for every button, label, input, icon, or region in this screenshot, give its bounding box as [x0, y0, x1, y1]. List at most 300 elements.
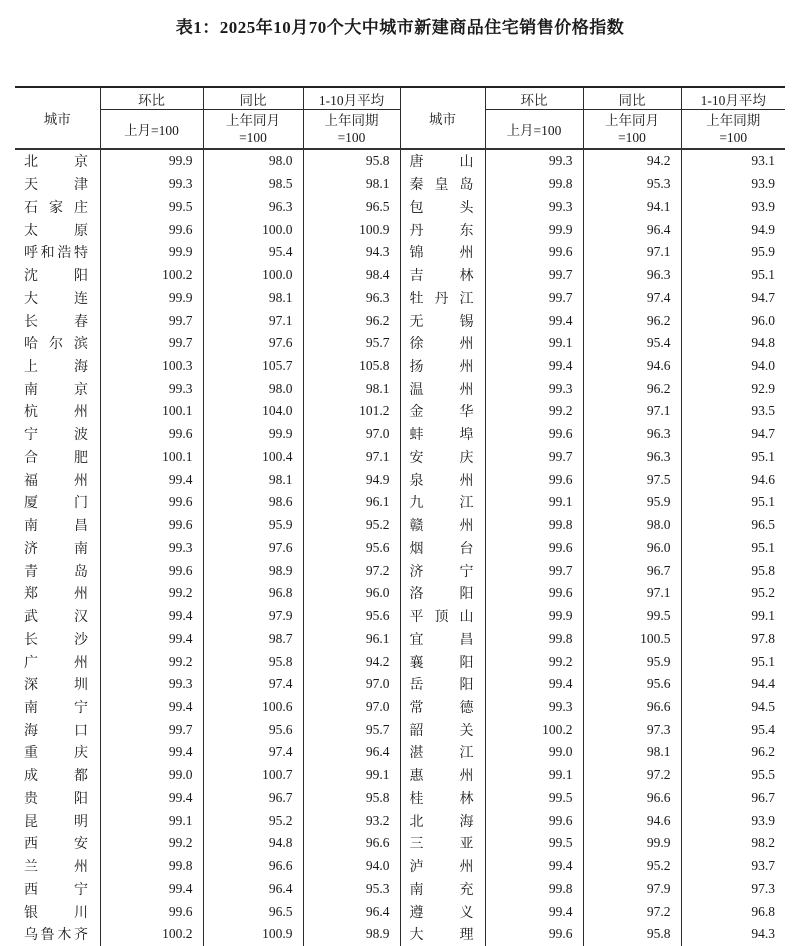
yoy-cell: 96.0: [583, 536, 681, 559]
avg-cell: 97.1: [303, 446, 400, 469]
table-row: [15, 491, 785, 514]
yoy-cell: 97.1: [583, 241, 681, 264]
city-cell: 长 沙: [24, 632, 88, 648]
mom-cell: 99.2: [100, 650, 203, 673]
table-row: [15, 241, 785, 264]
yoy-cell: 97.9: [203, 605, 303, 628]
city-cell: 丹 东: [400, 218, 485, 241]
city-cell: 昆 明: [24, 814, 88, 830]
yoy-cell: 97.5: [583, 468, 681, 491]
table-row: [15, 718, 785, 741]
yoy-cell: 96.7: [203, 787, 303, 810]
yoy-cell: 100.6: [203, 696, 303, 719]
header-avg-left: 1-10月平均: [303, 87, 400, 110]
yoy-cell: 96.6: [203, 855, 303, 878]
yoy-cell: 100.9: [203, 923, 303, 946]
avg-cell: 97.0: [303, 423, 400, 446]
avg-cell: 93.2: [303, 809, 400, 832]
city-cell: 湛 江: [400, 741, 485, 764]
table-row: [15, 149, 785, 173]
avg-cell: 95.2: [303, 514, 400, 537]
yoy-cell: 97.6: [203, 536, 303, 559]
avg-cell: 95.6: [303, 605, 400, 628]
yoy-cell: 98.0: [583, 514, 681, 537]
avg-cell: 93.9: [681, 173, 785, 196]
yoy-cell: 104.0: [203, 400, 303, 423]
yoy-cell: 96.7: [583, 559, 681, 582]
avg-cell: 94.4: [681, 673, 785, 696]
price-index-table: [15, 86, 785, 946]
city-cell: 西 安: [24, 837, 88, 853]
city-cell: 北 海: [400, 809, 485, 832]
mom-cell: 99.7: [100, 718, 203, 741]
mom-cell: 99.4: [485, 900, 583, 923]
mom-cell: 99.6: [485, 241, 583, 264]
city-cell: 重 庆: [24, 746, 88, 762]
header-yoy-base-left: 上年同月 =100: [203, 110, 303, 150]
table-row: [15, 900, 785, 923]
avg-cell: 96.8: [681, 900, 785, 923]
mom-cell: 99.6: [485, 536, 583, 559]
yoy-cell: 95.9: [583, 650, 681, 673]
yoy-cell: 95.4: [203, 241, 303, 264]
mom-cell: 99.4: [100, 787, 203, 810]
avg-cell: 97.2: [303, 559, 400, 582]
yoy-cell: 95.3: [583, 173, 681, 196]
yoy-cell: 96.3: [583, 264, 681, 287]
mom-cell: 99.1: [485, 764, 583, 787]
yoy-cell: 94.6: [583, 355, 681, 378]
table-row: [15, 400, 785, 423]
mom-cell: 100.2: [100, 923, 203, 946]
avg-cell: 96.2: [303, 309, 400, 332]
mom-cell: 99.3: [100, 536, 203, 559]
avg-cell: 92.9: [681, 377, 785, 400]
city-cell: 长 春: [24, 314, 88, 330]
avg-cell: 96.5: [303, 195, 400, 218]
table-row: [15, 446, 785, 469]
mom-cell: 99.7: [485, 264, 583, 287]
avg-cell: 95.4: [681, 718, 785, 741]
yoy-cell: 99.5: [583, 605, 681, 628]
yoy-cell: 97.4: [583, 286, 681, 309]
header-avg-base-right: 上年同期 =100: [681, 110, 785, 150]
yoy-cell: 95.8: [583, 923, 681, 946]
avg-cell: 98.1: [303, 377, 400, 400]
header-yoy-base-right: 上年同月 =100: [583, 110, 681, 150]
mom-cell: 99.6: [485, 582, 583, 605]
yoy-cell: 98.6: [203, 491, 303, 514]
avg-cell: 96.2: [681, 741, 785, 764]
yoy-cell: 99.9: [583, 832, 681, 855]
table-row: [15, 559, 785, 582]
mom-cell: 99.9: [485, 218, 583, 241]
table-row: [15, 377, 785, 400]
city-cell: 青 岛: [24, 564, 88, 580]
mom-cell: 99.3: [485, 195, 583, 218]
mom-cell: 99.2: [485, 650, 583, 673]
mom-cell: 100.1: [100, 400, 203, 423]
mom-cell: 99.7: [100, 332, 203, 355]
table-row: [15, 582, 785, 605]
mom-cell: 99.8: [485, 514, 583, 537]
yoy-cell: 96.4: [203, 878, 303, 901]
table-row: [15, 355, 785, 378]
city-cell: 扬 州: [400, 355, 485, 378]
city-cell: 洛 阳: [400, 582, 485, 605]
city-cell: 南 宁: [24, 700, 88, 716]
mom-cell: 99.7: [485, 446, 583, 469]
mom-cell: 99.6: [100, 559, 203, 582]
yoy-cell: 94.1: [583, 195, 681, 218]
mom-cell: 99.3: [485, 149, 583, 173]
yoy-cell: 98.9: [203, 559, 303, 582]
avg-cell: 94.6: [681, 468, 785, 491]
city-cell: 西 宁: [24, 882, 88, 898]
yoy-cell: 100.0: [203, 218, 303, 241]
yoy-cell: 97.3: [583, 718, 681, 741]
table-row: [15, 878, 785, 901]
avg-cell: 96.4: [303, 900, 400, 923]
avg-cell: 96.7: [681, 787, 785, 810]
mom-cell: 99.4: [100, 627, 203, 650]
yoy-cell: 95.9: [583, 491, 681, 514]
city-cell: 北 京: [24, 155, 88, 171]
city-cell: 南 充: [400, 878, 485, 901]
city-cell: 唐 山: [400, 149, 485, 173]
mom-cell: 99.6: [485, 809, 583, 832]
table-row: [15, 195, 785, 218]
city-cell: 太 原: [24, 223, 88, 239]
avg-cell: 98.2: [681, 832, 785, 855]
city-cell: 惠 州: [400, 764, 485, 787]
city-cell: 济 南: [24, 541, 88, 557]
mom-cell: 99.3: [100, 173, 203, 196]
city-cell: 大 连: [24, 291, 88, 307]
avg-cell: 97.3: [681, 878, 785, 901]
city-cell: 呼 和 浩 特: [24, 246, 88, 262]
city-cell: 常 德: [400, 696, 485, 719]
city-cell: 深 圳: [24, 678, 88, 694]
city-cell: 郑 州: [24, 587, 88, 603]
avg-cell: 95.8: [303, 149, 400, 173]
yoy-cell: 97.6: [203, 332, 303, 355]
yoy-cell: 96.2: [583, 309, 681, 332]
header-yoy-left: 同比: [203, 87, 303, 110]
city-cell: 金 华: [400, 400, 485, 423]
yoy-cell: 96.3: [203, 195, 303, 218]
yoy-cell: 98.7: [203, 627, 303, 650]
yoy-cell: 98.5: [203, 173, 303, 196]
mom-cell: 99.4: [100, 696, 203, 719]
yoy-cell: 99.9: [203, 423, 303, 446]
avg-cell: 95.1: [681, 446, 785, 469]
mom-cell: 99.9: [100, 241, 203, 264]
mom-cell: 100.2: [100, 264, 203, 287]
mom-cell: 99.7: [100, 309, 203, 332]
yoy-cell: 96.2: [583, 377, 681, 400]
mom-cell: 99.1: [485, 491, 583, 514]
avg-cell: 94.2: [303, 650, 400, 673]
header-yoy-right: 同比: [583, 87, 681, 110]
yoy-cell: 98.1: [583, 741, 681, 764]
city-cell: 福 州: [24, 473, 88, 489]
yoy-cell: 96.3: [583, 423, 681, 446]
city-cell: 烟 台: [400, 536, 485, 559]
table-row: [15, 423, 785, 446]
mom-cell: 99.2: [100, 582, 203, 605]
yoy-cell: 97.1: [583, 582, 681, 605]
header-avg-right: 1-10月平均: [681, 87, 785, 110]
mom-cell: 99.9: [485, 605, 583, 628]
city-cell: 宁 波: [24, 428, 88, 444]
yoy-cell: 95.6: [203, 718, 303, 741]
table-row: [15, 332, 785, 355]
mom-cell: 99.5: [485, 787, 583, 810]
avg-cell: 100.9: [303, 218, 400, 241]
avg-cell: 95.5: [681, 764, 785, 787]
avg-cell: 95.1: [681, 264, 785, 287]
avg-cell: 95.8: [303, 787, 400, 810]
city-cell: 海 口: [24, 723, 88, 739]
avg-cell: 94.0: [681, 355, 785, 378]
city-cell: 沈 阳: [24, 269, 88, 285]
mom-cell: 99.9: [100, 286, 203, 309]
yoy-cell: 96.3: [583, 446, 681, 469]
avg-cell: 95.1: [681, 491, 785, 514]
yoy-cell: 97.4: [203, 673, 303, 696]
yoy-cell: 94.2: [583, 149, 681, 173]
yoy-cell: 96.5: [203, 900, 303, 923]
avg-cell: 94.9: [303, 468, 400, 491]
avg-cell: 96.3: [303, 286, 400, 309]
table-row: [15, 650, 785, 673]
city-cell: 秦 皇 岛: [400, 173, 485, 196]
yoy-cell: 100.0: [203, 264, 303, 287]
mom-cell: 99.3: [100, 673, 203, 696]
mom-cell: 99.7: [485, 559, 583, 582]
table-row: [15, 468, 785, 491]
avg-cell: 99.1: [681, 605, 785, 628]
yoy-cell: 100.4: [203, 446, 303, 469]
avg-cell: 99.1: [303, 764, 400, 787]
mom-cell: 99.9: [100, 149, 203, 173]
city-cell: 贵 阳: [24, 791, 88, 807]
avg-cell: 96.6: [303, 832, 400, 855]
header-mom-right: 环比: [485, 87, 583, 110]
mom-cell: 99.6: [100, 514, 203, 537]
yoy-cell: 97.1: [583, 400, 681, 423]
yoy-cell: 95.2: [583, 855, 681, 878]
avg-cell: 95.1: [681, 536, 785, 559]
yoy-cell: 97.2: [583, 900, 681, 923]
avg-cell: 93.9: [681, 809, 785, 832]
page-title: 表1：2025年10月70个大中城市新建商品住宅销售价格指数: [175, 18, 625, 37]
yoy-cell: 97.9: [583, 878, 681, 901]
mom-cell: 99.8: [100, 855, 203, 878]
table-row: [15, 923, 785, 946]
mom-cell: 99.6: [485, 423, 583, 446]
header-mom-base-left: 上月=100: [100, 110, 203, 150]
mom-cell: 99.4: [100, 741, 203, 764]
avg-cell: 97.0: [303, 673, 400, 696]
yoy-cell: 97.2: [583, 764, 681, 787]
city-cell: 赣 州: [400, 514, 485, 537]
table-row: [15, 218, 785, 241]
avg-cell: 95.7: [303, 332, 400, 355]
mom-cell: 99.6: [100, 423, 203, 446]
city-cell: 上 海: [24, 359, 88, 375]
avg-cell: 93.5: [681, 400, 785, 423]
mom-cell: 99.6: [100, 491, 203, 514]
yoy-cell: 97.4: [203, 741, 303, 764]
avg-cell: 94.5: [681, 696, 785, 719]
mom-cell: 99.5: [100, 195, 203, 218]
avg-cell: 95.3: [303, 878, 400, 901]
city-cell: 蚌 埠: [400, 423, 485, 446]
city-cell: 兰 州: [24, 860, 88, 876]
avg-cell: 101.2: [303, 400, 400, 423]
mom-cell: 99.4: [485, 673, 583, 696]
avg-cell: 93.9: [681, 195, 785, 218]
avg-cell: 95.6: [303, 536, 400, 559]
table-row: [15, 536, 785, 559]
avg-cell: 95.8: [681, 559, 785, 582]
city-cell: 平 顶 山: [400, 605, 485, 628]
city-cell: 包 头: [400, 195, 485, 218]
yoy-cell: 96.6: [583, 696, 681, 719]
mom-cell: 99.6: [100, 218, 203, 241]
avg-cell: 96.5: [681, 514, 785, 537]
city-cell: 泸 州: [400, 855, 485, 878]
city-cell: 锦 州: [400, 241, 485, 264]
header-city-left: 城市: [15, 87, 100, 149]
table-row: [15, 741, 785, 764]
city-cell: 杭 州: [24, 405, 88, 421]
table-row: [15, 809, 785, 832]
table-row: [15, 787, 785, 810]
avg-cell: 94.0: [303, 855, 400, 878]
city-cell: 乌 鲁 木 齐: [24, 928, 88, 944]
mom-cell: 99.3: [100, 377, 203, 400]
city-cell: 安 庆: [400, 446, 485, 469]
mom-cell: 99.1: [100, 809, 203, 832]
avg-cell: 105.8: [303, 355, 400, 378]
avg-cell: 94.8: [681, 332, 785, 355]
yoy-cell: 95.8: [203, 650, 303, 673]
city-cell: 武 汉: [24, 610, 88, 626]
mom-cell: 99.2: [100, 832, 203, 855]
city-cell: 无 锡: [400, 309, 485, 332]
table-row: [15, 627, 785, 650]
avg-cell: 94.9: [681, 218, 785, 241]
header-mom-left: 环比: [100, 87, 203, 110]
mom-cell: 99.6: [485, 468, 583, 491]
mom-cell: 99.7: [485, 286, 583, 309]
mom-cell: 99.6: [100, 900, 203, 923]
mom-cell: 99.3: [485, 377, 583, 400]
mom-cell: 100.2: [485, 718, 583, 741]
mom-cell: 99.8: [485, 627, 583, 650]
header-row-top: [15, 87, 785, 110]
city-cell: 广 州: [24, 655, 88, 671]
mom-cell: 99.0: [100, 764, 203, 787]
city-cell: 南 京: [24, 382, 88, 398]
mom-cell: 99.5: [485, 832, 583, 855]
header-avg-base-left: 上年同期 =100: [303, 110, 400, 150]
city-cell: 成 都: [24, 769, 88, 785]
mom-cell: 99.8: [485, 173, 583, 196]
mom-cell: 99.0: [485, 741, 583, 764]
table-row: [15, 173, 785, 196]
yoy-cell: 94.8: [203, 832, 303, 855]
city-cell: 桂 林: [400, 787, 485, 810]
mom-cell: 99.4: [100, 468, 203, 491]
city-cell: 韶 关: [400, 718, 485, 741]
city-cell: 吉 林: [400, 264, 485, 287]
yoy-cell: 98.1: [203, 468, 303, 491]
yoy-cell: 97.1: [203, 309, 303, 332]
table-row: [15, 286, 785, 309]
city-cell: 厦 门: [24, 496, 88, 512]
table-row: [15, 855, 785, 878]
table-row: [15, 673, 785, 696]
avg-cell: 95.1: [681, 650, 785, 673]
yoy-cell: 95.2: [203, 809, 303, 832]
city-cell: 宜 昌: [400, 627, 485, 650]
table-row: [15, 696, 785, 719]
city-cell: 牡 丹 江: [400, 286, 485, 309]
city-cell: 九 江: [400, 491, 485, 514]
avg-cell: 95.7: [303, 718, 400, 741]
avg-cell: 94.3: [303, 241, 400, 264]
yoy-cell: 98.0: [203, 149, 303, 173]
avg-cell: 98.1: [303, 173, 400, 196]
city-cell: 遵 义: [400, 900, 485, 923]
mom-cell: 99.4: [485, 309, 583, 332]
city-cell: 三 亚: [400, 832, 485, 855]
yoy-cell: 95.6: [583, 673, 681, 696]
mom-cell: 99.3: [485, 696, 583, 719]
city-cell: 济 宁: [400, 559, 485, 582]
table-row: [15, 832, 785, 855]
avg-cell: 93.7: [681, 855, 785, 878]
mom-cell: 100.1: [100, 446, 203, 469]
mom-cell: 99.4: [100, 605, 203, 628]
mom-cell: 99.2: [485, 400, 583, 423]
yoy-cell: 100.7: [203, 764, 303, 787]
yoy-cell: 96.4: [583, 218, 681, 241]
avg-cell: 98.4: [303, 264, 400, 287]
city-cell: 襄 阳: [400, 650, 485, 673]
city-cell: 哈 尔 滨: [24, 337, 88, 353]
yoy-cell: 105.7: [203, 355, 303, 378]
city-cell: 泉 州: [400, 468, 485, 491]
mom-cell: 99.6: [485, 923, 583, 946]
header-mom-base-right: 上月=100: [485, 110, 583, 150]
avg-cell: 93.1: [681, 149, 785, 173]
table-row: [15, 514, 785, 537]
avg-cell: 94.7: [681, 286, 785, 309]
city-cell: 银 川: [24, 905, 88, 921]
city-cell: 合 肥: [24, 450, 88, 466]
city-cell: 温 州: [400, 377, 485, 400]
table-row: [15, 264, 785, 287]
avg-cell: 96.4: [303, 741, 400, 764]
mom-cell: 99.4: [485, 355, 583, 378]
yoy-cell: 94.6: [583, 809, 681, 832]
yoy-cell: 96.6: [583, 787, 681, 810]
